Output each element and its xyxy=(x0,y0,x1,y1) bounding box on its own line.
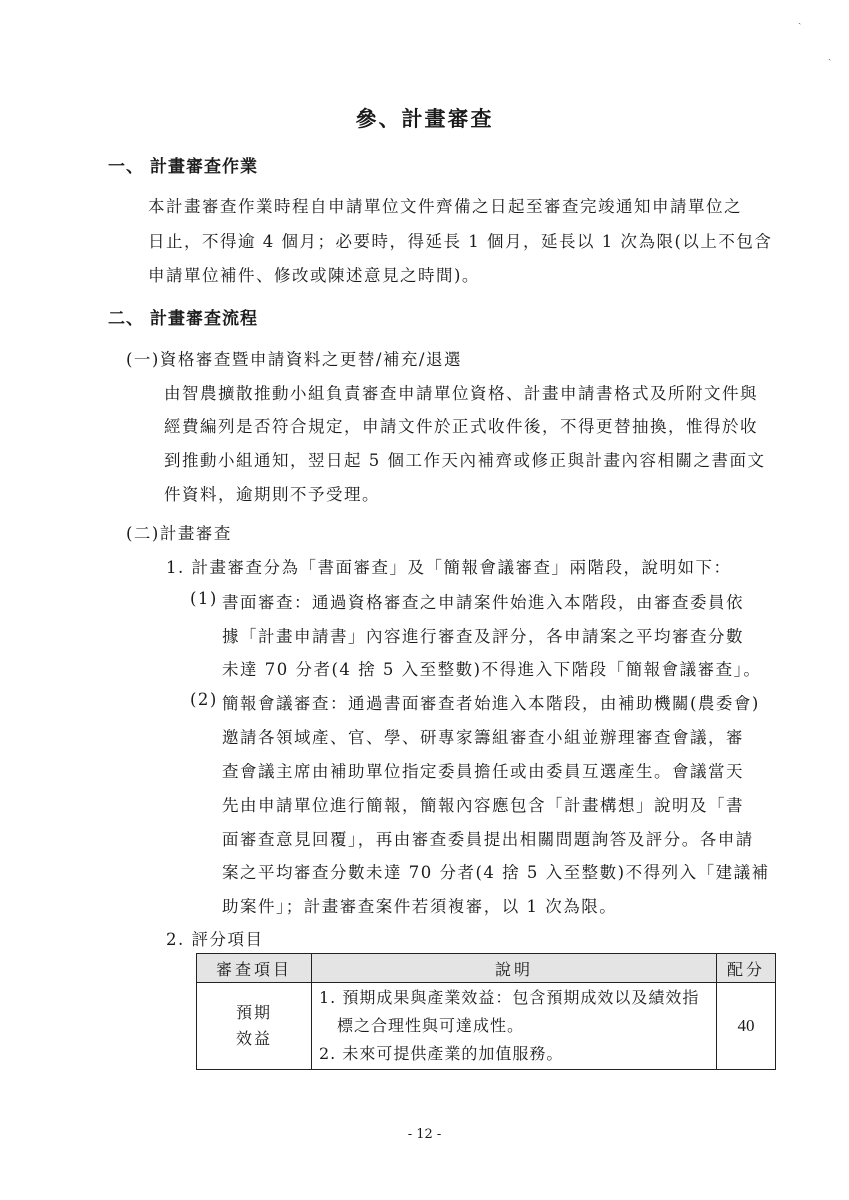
section-1-heading xyxy=(108,152,258,177)
section-2-number: 二、 xyxy=(108,309,144,329)
subsection-2-label: (二)計畫審查 xyxy=(126,524,232,543)
review-item-2: 2. 評分項目 xyxy=(166,930,264,949)
paragraph-1-number: (1) xyxy=(190,589,218,608)
paragraph-2-line-6: 案之平均審查分數未達 70 分者(4 捨 5 入至整數)不得列入「建議補 xyxy=(222,863,770,882)
section-1-number: 一、 xyxy=(108,157,144,177)
paragraph-2-line-7: 助案件」；計畫審查案件若須複審，以 1 次為限。 xyxy=(222,897,618,916)
paragraph-1-line-1: 書面審查：通過資格審查之申請案件始進入本階段，由審查委員依 xyxy=(222,593,744,612)
description-item-1-cont: 標之合理性與可達成性。 xyxy=(337,1016,525,1035)
row-score: 40 xyxy=(717,983,776,1070)
section-2-title: 計畫審查流程 xyxy=(150,309,258,329)
subsection-1-line-1: 由智農擴散推動小組負責審查申請單位資格、計畫申請書格式及所附文件與 xyxy=(164,384,758,403)
paragraph-2-line-4: 先由申請單位進行簡報，簡報內容應包含「計畫構想」說明及「書 xyxy=(222,796,744,815)
row-category-line-2: 效益 xyxy=(235,1029,272,1048)
header-description: 說明 xyxy=(312,954,717,983)
subsection-1-line-3: 到推動小組通知，翌日起 5 個工作天內補齊或修正與計畫內容相關之書面文 xyxy=(164,451,766,470)
scoring-table xyxy=(196,953,776,1070)
section-1-line-2: 日止，不得逾 4 個月；必要時，得延長 1 個月，延長以 1 次為限(以上不包含 xyxy=(148,232,773,251)
paragraph-2-line-1: 簡報會議審查：通過書面審查者始進入本階段，由補助機關(農委會) xyxy=(222,694,760,713)
paragraph-1-line-3: 未達 70 分者(4 捨 5 入至整數)不得進入下階段「簡報會議審查」。 xyxy=(222,660,762,679)
section-1-line-3: 申請單位補件、修改或陳述意見之時間)。 xyxy=(148,266,480,285)
scan-speck: ˎ xyxy=(798,14,802,25)
description-item-2: 2. 未來可提供產業的加值服務。 xyxy=(319,1044,564,1063)
page-title: 參、計畫審查 xyxy=(355,106,494,131)
table-header-row xyxy=(197,954,776,983)
header-review-item: 審查項目 xyxy=(197,954,312,983)
paragraph-2-line-2: 邀請各領域產、官、學、研專家籌組審查小組並辦理審查會議，審 xyxy=(222,728,744,747)
table-row xyxy=(197,983,776,1070)
paragraph-2-line-5: 面審查意見回覆」，再由審查委員提出相關問題詢答及評分。各申請 xyxy=(222,830,754,849)
section-1-title: 計畫審查作業 xyxy=(150,157,258,177)
row-category-cell xyxy=(197,983,312,1070)
paragraph-1-line-2: 據「計畫申請書」內容進行審查及評分，各申請案之平均審查分數 xyxy=(222,627,744,646)
review-item-1: 1. 計畫審查分為「書面審查」及「簡報會議審查」兩階段，說明如下： xyxy=(166,558,732,577)
subsection-1-label: (一)資格審查暨申請資料之更替/補充/退選 xyxy=(126,350,462,369)
section-2-heading xyxy=(108,304,258,329)
page-number: - 12 - xyxy=(407,1127,442,1142)
subsection-1-line-4: 件資料，逾期則不予受理。 xyxy=(164,485,380,504)
paragraph-2-line-3: 查會議主席由補助單位指定委員擔任或由委員互選產生。會議當天 xyxy=(222,762,744,781)
scan-speck: ˎ xyxy=(828,50,832,61)
description-item-1: 1. 預期成果與產業效益：包含預期成效以及績效指 xyxy=(319,988,700,1007)
row-category-line-1: 預期 xyxy=(235,1003,272,1022)
section-1-line-1: 本計畫審查作業時程自申請單位文件齊備之日起至審查完竣通知申請單位之 xyxy=(148,197,742,216)
subsection-1-line-2: 經費編列是否符合規定，申請文件於正式收件後，不得更替抽換，惟得於收 xyxy=(164,417,758,436)
paragraph-2-number: (2) xyxy=(190,690,218,709)
row-description-cell xyxy=(312,983,717,1070)
header-score: 配分 xyxy=(717,954,776,983)
